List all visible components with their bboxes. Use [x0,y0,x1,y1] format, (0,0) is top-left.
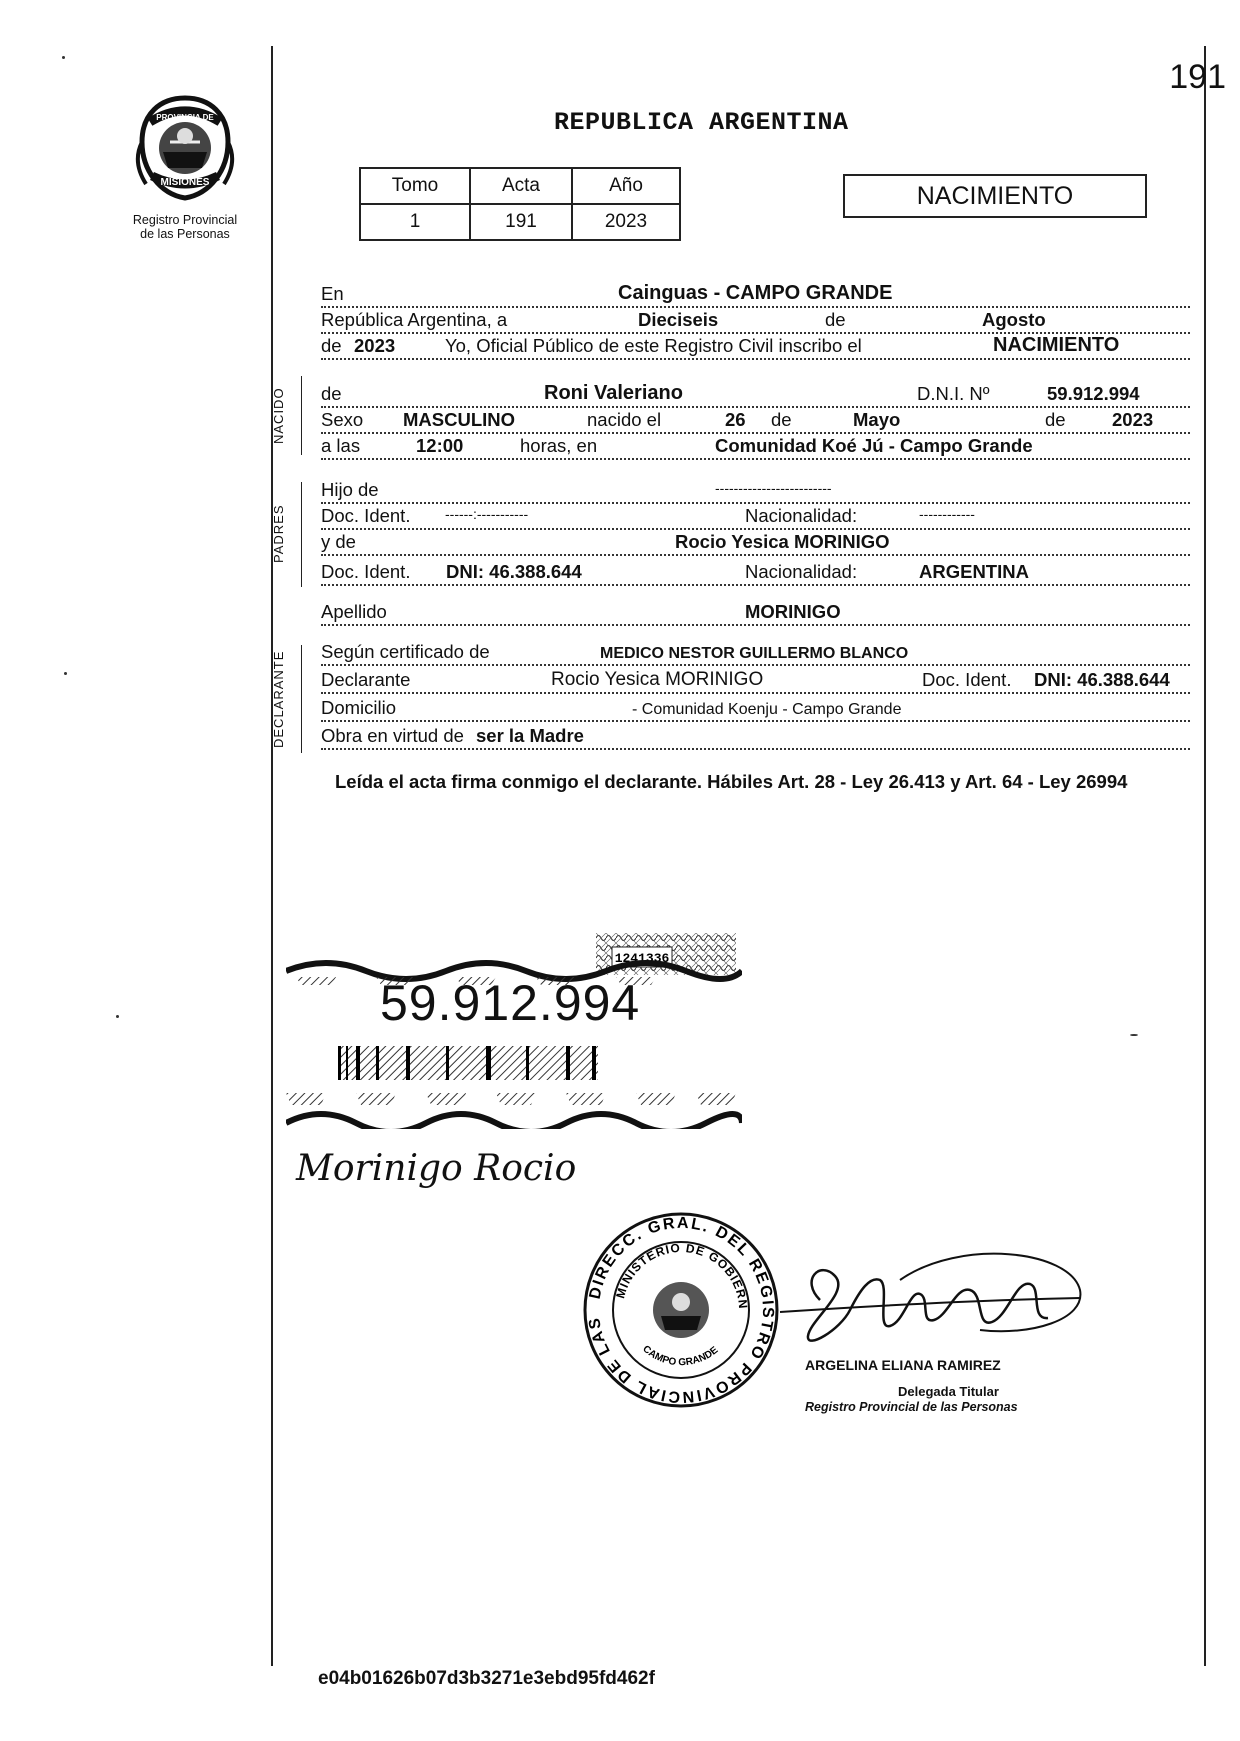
handwritten-signature: Morinigo Rocio [296,1148,577,1189]
year-label: de [321,335,342,356]
day-value: Dieciseis [638,309,719,330]
hijo-label: Hijo de [321,479,379,500]
domicile-value: - Comunidad Koenju - Campo Grande [632,701,902,718]
acta-value: 191 [470,204,572,240]
de-label: de [771,409,792,430]
scan-speck [116,1015,119,1018]
en-label: En [321,283,344,304]
declarante-section-bar [273,645,302,753]
certificate-value: MEDICO NESTOR GUILLERMO BLANCO [600,645,909,662]
act-type-box: NACIMIENTO [843,174,1147,218]
signature-scribble [780,1240,1090,1360]
reference-table [359,167,681,241]
dni-label: D.N.I. Nº [917,383,990,404]
page-number: 191 [1169,58,1226,96]
reference-value-row [360,204,680,240]
declarant-doc: DNI: 46.388.644 [1034,669,1170,690]
sex-value: MASCULINO [403,409,516,430]
capacity-value: ser la Madre [476,725,584,746]
row-mother-doc [321,558,1190,586]
padres-section-label: PADRES [271,504,286,564]
sticker-bottom-wave [286,1093,742,1129]
de-label: de [825,309,846,330]
acta-header: Acta [470,168,572,204]
document-title: REPUBLICA ARGENTINA [554,108,849,137]
row-time-place [321,432,1190,460]
official-org: Registro Provincial de las Personas [805,1400,1018,1414]
child-name: Roni Valeriano [544,382,683,404]
stamp-seal-icon [581,1210,781,1410]
padres-section-bar [273,482,302,587]
and-label: y de [321,531,356,552]
time-prefix: a las [321,435,361,456]
sex-label: Sexo [321,409,364,430]
father-nationality: ------------ [919,506,975,522]
mother-nationality: ARGENTINA [919,561,1029,582]
sticker-code: 1241336 [614,951,670,966]
country-label: República Argentina, a [321,309,508,330]
official-stamp [581,1210,781,1410]
year-value: 2023 [354,335,396,356]
official-name: ARGELINA ELIANA RAMIREZ [805,1357,1001,1373]
row-surname [321,598,1190,626]
capacity-label: Obra en virtud de [321,725,464,746]
reference-header-row [360,168,680,204]
doc-label: Doc. Ident. [321,505,411,526]
scan-speck [62,56,65,59]
domicile-label: Domicilio [321,697,397,718]
issuer-caption-line: Registro Provincial [132,213,238,227]
official-signature [780,1240,1090,1360]
father-name: ------------------------- [715,480,832,496]
row-sex-birth [321,406,1190,434]
row-capacity [321,722,1190,750]
provincial-logo [120,92,250,241]
birth-time: 12:00 [416,435,464,456]
nacido-section-bar [273,376,302,455]
stamp-ring-text: DIRECC. GRAL. DEL REGISTRO PROVINCIAL DE LAS [586,1214,777,1406]
logo-bottom-text: MISIONES [160,177,210,188]
certificate-label: Según certificado de [321,641,490,662]
row-father [321,476,1190,504]
declarant-name: Rocio Yesica MORINIGO [551,669,764,690]
time-suffix: horas, en [520,435,598,456]
row-name [321,380,1190,408]
row-domicile [321,694,1190,722]
de-label: de [1045,409,1066,430]
father-doc: ------:----------- [445,506,529,522]
right-margin-line [1204,46,1206,1666]
birth-month: Mayo [853,409,901,430]
logo-top-text: PROVINCIA DE [156,113,214,122]
row-declarant [321,666,1190,694]
stamp-inner-text: MINISTERIO DE GOBIERN [613,1240,751,1310]
stamp-location: CAMPO GRANDE [640,1343,721,1369]
official-title: Delegada Titular [898,1384,999,1399]
anio-value: 2023 [572,204,680,240]
doc-label: Doc. Ident. [321,561,411,582]
declarante-section-label: DECLARANTE [271,650,286,748]
legal-note: Leída el acta firma conmigo el declarante. Hábiles Art. 28 - Ley 26.413 y Art. 64 - Ley 26994 [335,771,1128,792]
scan-speck [1130,1034,1138,1036]
nationality-label: Nacionalidad: [745,561,858,582]
child-dni: 59.912.994 [1047,383,1140,404]
act-word: NACIMIENTO [993,334,1120,356]
row-father-doc [321,502,1190,530]
born-label: nacido el [587,409,662,430]
row-mother [321,528,1190,556]
surname-label: Apellido [321,601,387,622]
left-margin-line [271,46,273,1666]
declarant-label: Declarante [321,669,411,690]
official-text: Yo, Oficial Público de este Registro Civil inscribo el [445,335,862,356]
place-value: Cainguas - CAMPO GRANDE [618,282,893,304]
row-place [321,280,1190,308]
birth-year: 2023 [1112,409,1154,430]
row-date [321,306,1190,334]
tomo-value: 1 [360,204,470,240]
anio-header: Año [572,168,680,204]
mother-doc: DNI: 46.388.644 [446,561,582,582]
nacido-section-label: NACIDO [271,387,286,445]
mother-name: Rocio Yesica MORINIGO [675,531,890,552]
issuer-caption-line: de las Personas [140,227,230,241]
misiones-seal-icon [130,92,240,202]
birth-day: 26 [725,409,746,430]
footer-hash: e04b01626b07d3b3271e3ebd95fd462f [318,1668,655,1689]
issuer-caption [120,213,250,241]
birth-place: Comunidad Koé Jú - Campo Grande [715,435,1033,456]
surname-value: MORINIGO [745,601,841,622]
doc-label: Doc. Ident. [922,669,1012,690]
scan-speck [64,672,67,675]
de-label: de [321,383,342,404]
nationality-label: Nacionalidad: [745,505,858,526]
row-year [321,332,1190,360]
tomo-header: Tomo [360,168,470,204]
month-value: Agosto [982,309,1046,330]
sticker-number: 59.912.994 [380,975,641,1031]
row-certificate [321,638,1190,666]
